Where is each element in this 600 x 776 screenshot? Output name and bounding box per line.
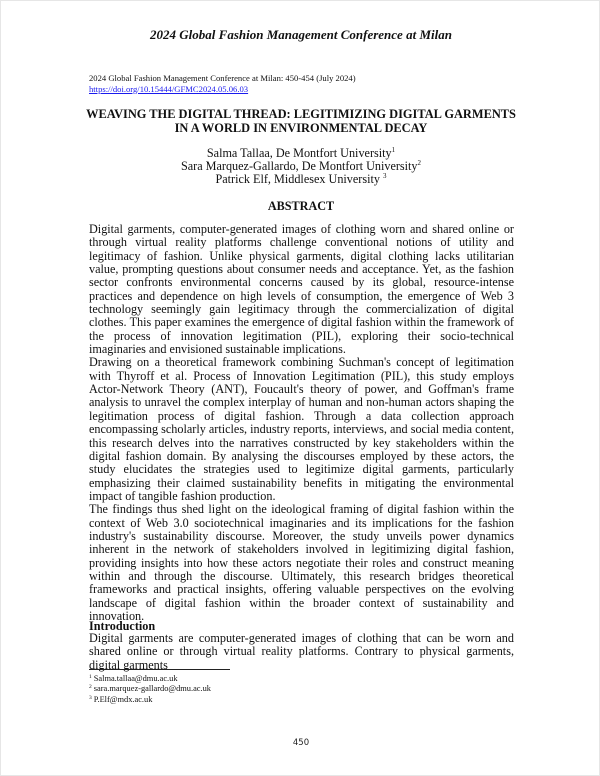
footnote-email: Salma.tallaa@dmu.ac.uk	[93, 674, 178, 683]
abstract-heading: ABSTRACT	[267, 199, 335, 213]
author: Patrick Elf, Middlesex University $^3$	[215, 172, 387, 187]
footnote-ref[interactable]: 3	[383, 172, 387, 181]
introduction-body	[89, 632, 514, 672]
footnote: $^3$ P.Elf@mdx.ac.uk	[89, 694, 153, 704]
doi-link[interactable]: https://doi.org/10.15444/GFMC2024.05.06.03	[89, 83, 249, 94]
page-number: 450	[292, 738, 310, 748]
introduction-paragraph: Digital garments are computer-generated images of clothing that can be worn and shared online or through virtual reality platforms. Contrary to physical garments, digital garments	[89, 631, 514, 672]
citation-block	[89, 73, 356, 94]
abstract-body	[89, 223, 514, 623]
author: Salma Tallaa, De Montfort University$^1$	[206, 146, 396, 160]
footnotes	[89, 674, 211, 705]
abstract-paragraph: The findings thus shed light on the ideological framing of digital fashion within the context of Web 3.0 sociotechnical imaginaries and its implications for the fashion industry's sustainability discourse. Moreover, the study unveils power dynamics inherent in the network of stakeholders involved in legitimizing digital fashion, providing insights into how these actors negotiate their roles and construct meaning within and through the discourse. Ultimately, this research bridges theoretical frameworks and practical insights, offering valuable perspectives on the evolving landscape of digital fashion within the broader context of sustainability and innovation.	[89, 502, 514, 623]
paper-title	[61, 107, 541, 135]
running-head: 2024 Global Fashion Management Conference at Milan	[150, 27, 452, 42]
introduction-heading: Introduction	[89, 619, 156, 633]
abstract-paragraph: Drawing on a theoretical framework combining Suchman's concept of legitimation with Thyroff et al. Process of Innovation Legitimation (PIL), this study employs Actor-Network Theory (ANT), Foucault's theory of power, and Goffman's frame analysis to unravel the complex interplay of human and non-human actors shaping the legitimation process of digital fashion. Through a data collection approach encompassing scholarly articles, industry reports, interviews, and social media content, this research delves into the narratives constructed by key stakeholders within the digital fashion domain. By analysing the discourses employed by these actors, the study elucidates the strategies used to legitimize digital garments, particularly emphasizing their claimed sustainability benefits in mitigating the environmental impact of tangible fashion production.	[89, 355, 514, 503]
author: Sara Marquez-Gallardo, De Montfort University$^2$	[180, 159, 422, 174]
title-line-2: IN A WORLD IN ENVIRONMENTAL DECAY	[174, 121, 428, 135]
title-line-1: WEAVING THE DIGITAL THREAD: LEGITIMIZING DIGITAL GARMENTS	[86, 107, 516, 121]
footnote: $^1$ Salma.tallaa@dmu.ac.uk	[89, 674, 178, 683]
footnote-email: sara.marquez-gallardo@dmu.ac.uk	[93, 684, 211, 694]
author-list	[61, 147, 541, 187]
abstract-paragraph: Digital garments, computer-generated images of clothing worn and shared online or through virtual reality platforms challenge conventional notions of utility and legitimacy of fashion. Unlike physical garments, digital clothing lacks utilitarian value, prompting questions about consumer needs and acceptance. Yet, as the fashion sector confronts environmental concerns caused by its global, resource-intense practices and dependence on high levels of consumption, the emergence of Web 3 technology seemingly gain legitimacy through the commercialization of digital clothes. This paper examines the emergence of digital fashion within the framework of the process of innovation legitimation (PIL), exploring their socio-technical imaginaries and envisioned sustainable implications.	[89, 222, 514, 357]
footnote-ref[interactable]: 2	[417, 159, 422, 168]
footnote-email: P.Elf@mdx.ac.uk	[93, 694, 153, 704]
footnote-ref[interactable]: 1	[391, 146, 396, 154]
footnote: $^2$ sara.marquez-gallardo@dmu.ac.uk	[89, 684, 211, 694]
citation-line: 2024 Global Fashion Management Conference at Milan: 450-454 (July 2024)	[89, 73, 356, 83]
footnote-divider	[89, 669, 230, 670]
